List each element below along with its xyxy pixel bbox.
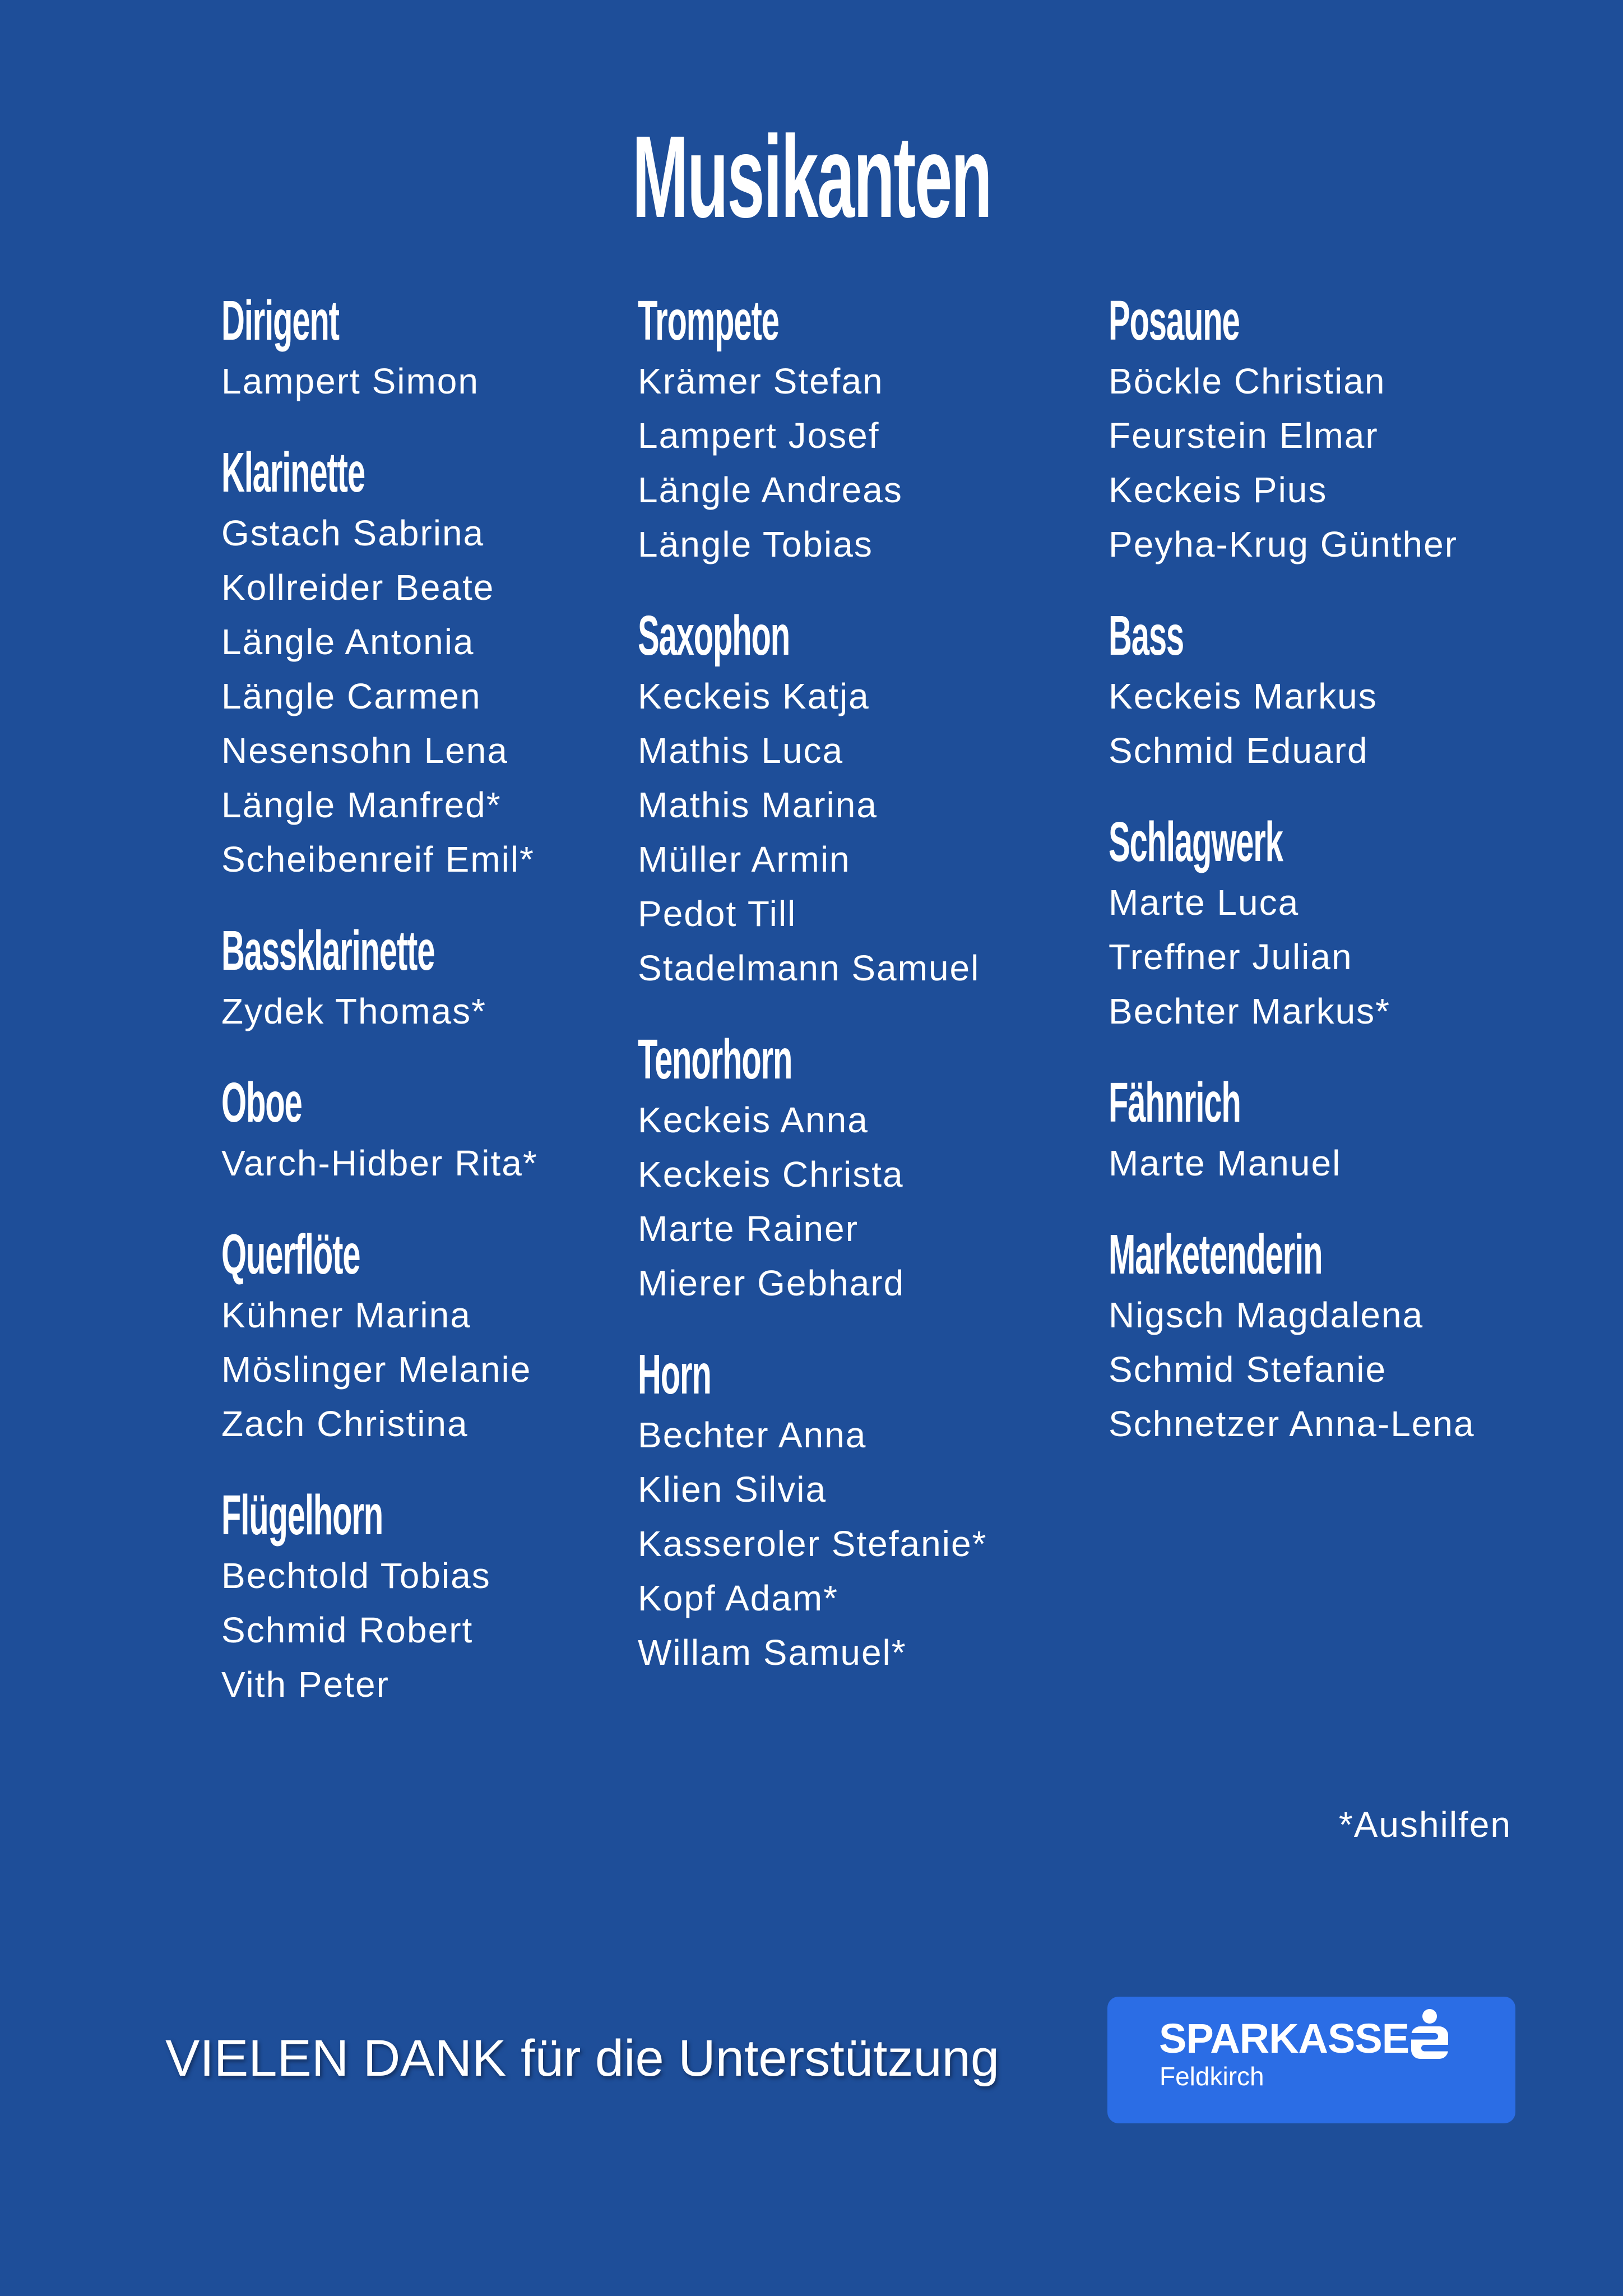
musician-name: Willam Samuel*: [638, 1632, 907, 1673]
section-heading: Horn: [638, 1343, 711, 1406]
instrument-section: [1109, 289, 1557, 572]
sparkasse-location: Feldkirch: [1160, 2062, 1264, 2091]
musician-name: Mierer Gebhard: [638, 1263, 905, 1303]
instrument-section: [638, 604, 1086, 996]
instrument-section: [638, 289, 1086, 572]
musician-name: Bechter Anna: [638, 1415, 867, 1455]
sparkasse-wordmark: SPARKASSE: [1159, 2015, 1409, 2062]
musician-name: Peyha-Krug Günther: [1109, 524, 1458, 564]
title-wrap: [0, 112, 1623, 242]
musician-name: Marte Rainer: [638, 1209, 859, 1249]
section-heading: Klarinette: [221, 441, 365, 504]
musician-name: Nesensohn Lena: [221, 730, 508, 771]
musician-name: Zach Christina: [221, 1404, 469, 1444]
musician-name: Böckle Christian: [1109, 361, 1386, 401]
musician-name: Mathis Luca: [638, 730, 844, 771]
musician-name: Längle Carmen: [221, 676, 481, 716]
musician-name: Feurstein Elmar: [1109, 415, 1379, 456]
musician-name: Bechter Markus*: [1109, 991, 1391, 1031]
instrument-section: [221, 1223, 670, 1451]
instrument-section: [221, 919, 670, 1039]
section-heading: Dirigent: [221, 289, 339, 352]
musician-name: Keckeis Markus: [1109, 676, 1378, 716]
musician-name: Längle Manfred*: [221, 785, 502, 825]
musician-name: Pedot Till: [638, 894, 797, 934]
musician-name: Varch-Hidber Rita*: [221, 1143, 538, 1183]
section-heading: Saxophon: [638, 604, 790, 667]
section-heading: Flügelhorn: [221, 1484, 383, 1547]
instrument-section: [221, 441, 670, 887]
musician-name: Lampert Simon: [221, 361, 479, 401]
musician-name: Schmid Eduard: [1109, 730, 1369, 771]
sparkasse-s-icon: [1411, 2009, 1449, 2068]
sparkasse-logo-card: [1107, 1997, 1515, 2123]
musician-name: Keckeis Christa: [638, 1154, 904, 1195]
musician-name: Marte Manuel: [1109, 1143, 1342, 1183]
musician-name: Müller Armin: [638, 839, 851, 879]
column-1: [221, 289, 670, 1712]
musician-name: Kollreider Beate: [221, 567, 495, 608]
musician-name: Längle Antonia: [221, 622, 475, 662]
musician-name: Nigsch Magdalena: [1109, 1295, 1424, 1335]
column-3: [1109, 289, 1557, 1451]
instrument-section: [1109, 811, 1557, 1039]
musician-name: Vith Peter: [221, 1664, 389, 1705]
musician-name: Lampert Josef: [638, 415, 880, 456]
section-heading: Bassklarinette: [221, 919, 435, 982]
musician-name: Zydek Thomas*: [221, 991, 486, 1031]
instrument-section: [221, 1071, 670, 1191]
musician-name: Schmid Robert: [221, 1610, 474, 1650]
musician-name: Treffner Julian: [1109, 937, 1353, 977]
column-2: [638, 289, 1086, 1680]
instrument-section: [1109, 604, 1557, 778]
section-heading: Marketenderin: [1109, 1223, 1323, 1286]
musician-name: Keckeis Pius: [1109, 470, 1328, 510]
instrument-section: [638, 1028, 1086, 1311]
section-heading: Tenorhorn: [638, 1028, 792, 1091]
musician-name: Mathis Marina: [638, 785, 878, 825]
musician-name: Kühner Marina: [221, 1295, 471, 1335]
section-heading: Oboe: [221, 1071, 302, 1134]
instrument-section: [221, 1484, 670, 1712]
musician-name: Krämer Stefan: [638, 361, 884, 401]
musician-name: Klien Silvia: [638, 1469, 827, 1510]
instrument-section: [221, 289, 670, 409]
section-heading: Bass: [1109, 604, 1184, 667]
musician-name: Bechtold Tobias: [221, 1556, 491, 1596]
section-heading: Schlagwerk: [1109, 811, 1283, 873]
musician-name: Keckeis Anna: [638, 1100, 869, 1140]
section-heading: Posaune: [1109, 289, 1240, 352]
instrument-section: [1109, 1071, 1557, 1191]
musician-name: Schnetzer Anna-Lena: [1109, 1404, 1475, 1444]
musician-name: Längle Andreas: [638, 470, 903, 510]
musician-columns: [0, 289, 1623, 1862]
instrument-section: [638, 1343, 1086, 1680]
section-heading: Trompete: [638, 289, 779, 352]
musician-name: Gstach Sabrina: [221, 513, 485, 553]
musician-name: Keckeis Katja: [638, 676, 870, 716]
musician-name: Kasseroler Stefanie*: [638, 1524, 987, 1564]
section-heading: Fähnrich: [1109, 1071, 1241, 1134]
section-heading: Querflöte: [221, 1223, 360, 1286]
thanks-text: VIELEN DANK für die Unterstützung: [165, 2030, 999, 2087]
musician-name: Kopf Adam*: [638, 1578, 838, 1618]
musician-name: Längle Tobias: [638, 524, 873, 564]
musician-name: Stadelmann Samuel: [638, 948, 980, 988]
footnote: *Aushilfen: [1338, 1804, 1511, 1845]
page-title: Musikanten: [632, 112, 991, 242]
musician-name: Möslinger Melanie: [221, 1349, 532, 1390]
instrument-section: [1109, 1223, 1557, 1451]
musician-name: Schmid Stefanie: [1109, 1349, 1387, 1390]
musician-name: Scheibenreif Emil*: [221, 839, 535, 879]
musician-name: Marte Luca: [1109, 882, 1300, 923]
